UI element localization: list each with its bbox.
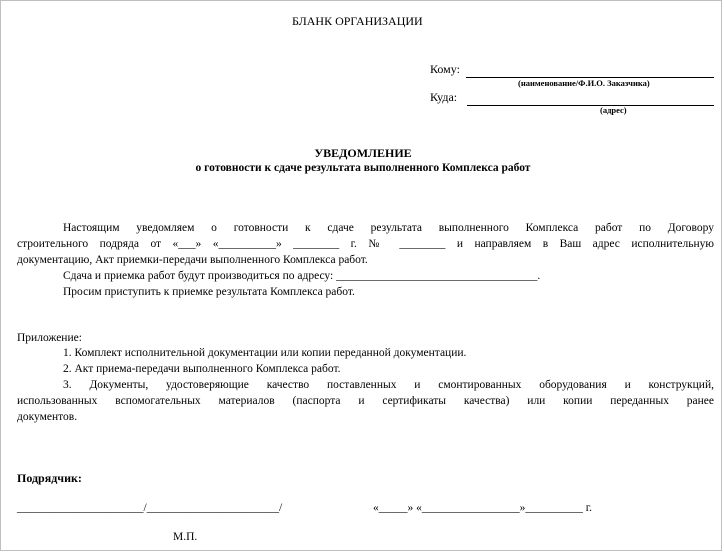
contractor-label: Подрядчик: xyxy=(17,471,82,485)
attachment-item-1: 1. Комплект исполнительной документации или копии переданной документации. xyxy=(63,347,467,359)
org-blank-header: БЛАНК ОРГАНИЗАЦИИ xyxy=(292,14,423,28)
to-label: Кому: xyxy=(430,62,460,76)
notice-title: УВЕДОМЛЕНИЕ xyxy=(314,146,412,160)
where-line xyxy=(467,104,714,106)
where-label: Куда: xyxy=(430,90,458,104)
attachment-item-3-line3: документов. xyxy=(17,411,78,423)
signature-date-line: «_____» «_________________»__________ г. xyxy=(373,502,593,514)
signature-line: ______________________/_______________________/ xyxy=(17,502,283,514)
to-hint: (наименование/Ф.И.О. Заказчика) xyxy=(518,78,650,88)
body-p1-line2: строительного подряда от «___» «__________» ________ г. № ________ и направляем в Ваш адрес исполнительную xyxy=(17,238,714,250)
body-p1-line3: документацию, Акт приемки-передачи выполненного Комплекса работ. xyxy=(17,254,368,266)
body-p3: Просим приступить к приемке результата Комплекса работ. xyxy=(63,286,355,298)
attachment-item-2: 2. Акт приема-передачи выполненного Комплекса работ. xyxy=(63,363,341,375)
notice-subtitle: о готовности к сдаче результата выполненного Комплекса работ xyxy=(195,162,531,174)
attachment-item-3-line2: использованных вспомогательных материалов (паспорта и сертификаты качества) или копии переданных ранее xyxy=(17,395,714,407)
body-p1-line1: Настоящим уведомляем о готовности к сдаче результата выполненного Комплекса работ по Договору xyxy=(63,222,714,234)
attachments-label: Приложение: xyxy=(17,332,82,344)
stamp-place: М.П. xyxy=(173,531,198,543)
attachment-item-3-line1: 3. Документы, удостоверяющие качество поставленных и смонтированных оборудования и конструкций, xyxy=(63,379,714,391)
body-p2: Сдача и приемка работ будут производиться по адресу: ___________________________________. xyxy=(63,270,541,282)
where-hint: (адрес) xyxy=(600,105,627,115)
